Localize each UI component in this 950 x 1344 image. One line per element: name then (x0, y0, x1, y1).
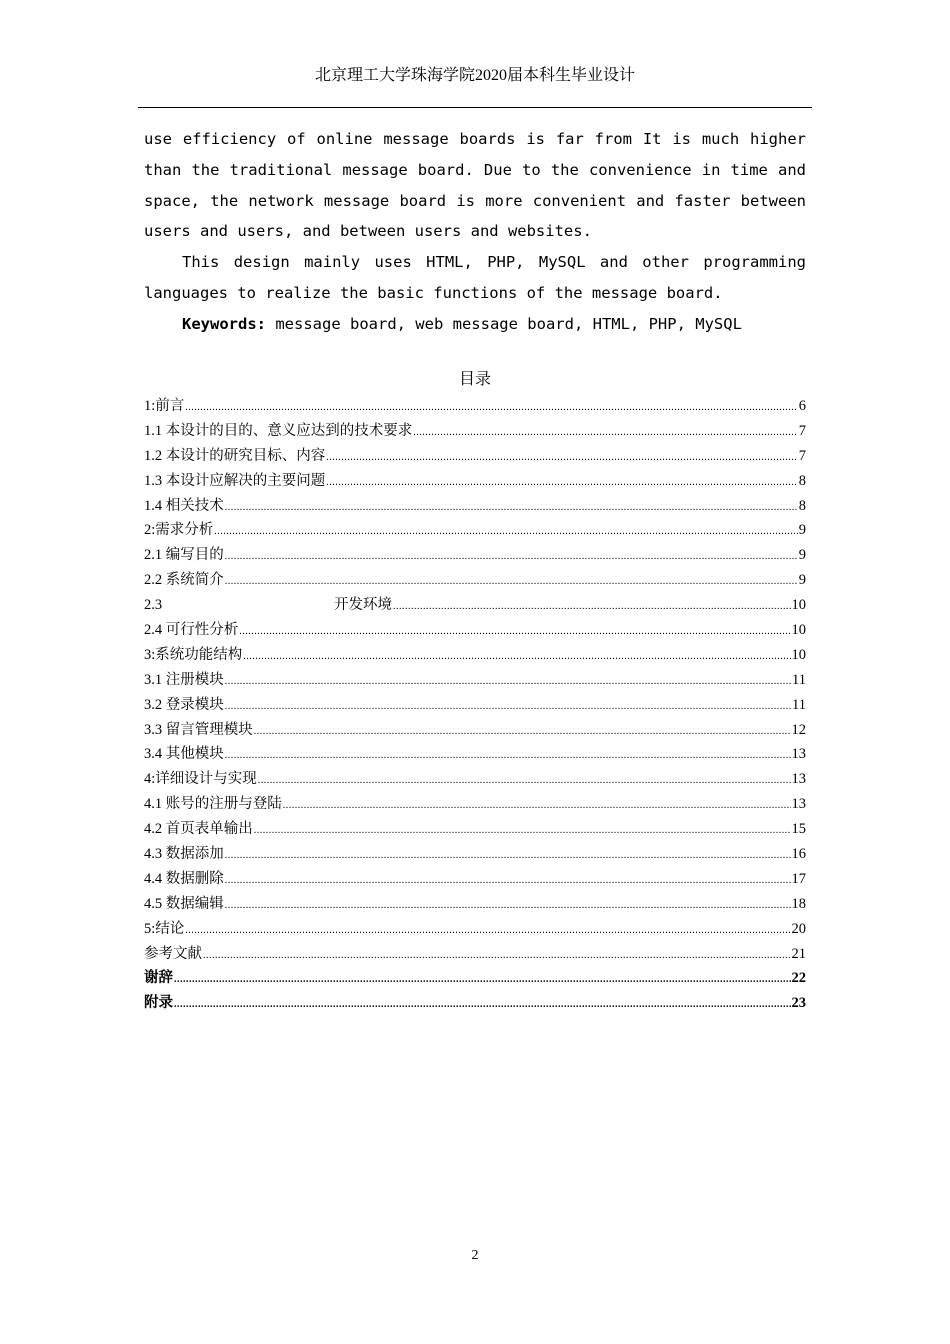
toc-entry-page: 10 (791, 646, 806, 663)
toc-entry-label: 3.4 其他模块 (144, 746, 224, 763)
running-header: 北京理工大学珠海学院2020届本科生毕业设计 (314, 67, 635, 84)
toc-leader (254, 720, 791, 745)
toc-entry-label: 2.1 编写目的 (144, 547, 224, 564)
keywords-line (144, 309, 806, 340)
toc-leader (174, 968, 791, 993)
toc-entry-page: 16 (791, 846, 806, 863)
toc-entry-page: 13 (791, 746, 806, 763)
toc-entry[interactable] (144, 394, 806, 419)
toc-leader (258, 769, 791, 794)
toc-entry-number: 2.3 (144, 597, 163, 614)
toc-title: 目录 (458, 371, 491, 388)
toc-leader (225, 844, 791, 869)
toc-entry[interactable] (144, 792, 806, 817)
toc-entry[interactable] (144, 668, 806, 693)
toc-entry-label: 附录 (144, 995, 173, 1012)
toc-leader (225, 496, 798, 521)
toc-entry-label: 2.4 可行性分析 (144, 622, 239, 639)
toc-leader (413, 421, 798, 446)
toc-leader (174, 993, 791, 1018)
toc-entry-page: 7 (798, 422, 806, 439)
toc-entry-page: 18 (791, 895, 806, 912)
toc-leader (254, 819, 791, 844)
toc-entry-page: 21 (791, 945, 806, 962)
table-of-contents (144, 394, 806, 1016)
toc-entry-label: 1.3 本设计应解决的主要问题 (144, 472, 326, 489)
toc-entry-label: 3.2 登录模块 (144, 696, 224, 713)
toc-entry[interactable] (144, 568, 806, 593)
toc-entry-page: 8 (798, 497, 806, 514)
toc-entry-page: 17 (791, 870, 806, 887)
toc-leader (225, 545, 798, 570)
toc-entry[interactable] (144, 942, 806, 967)
toc-entry-label: 4.4 数据删除 (144, 870, 224, 887)
toc-entry-label: 参考文献 (144, 945, 202, 962)
keywords-text: message board, web message board, HTML, PHP, MySQL (266, 314, 742, 333)
keywords-label: Keywords: (182, 314, 266, 333)
toc-leader (185, 919, 790, 944)
toc-entry-page: 10 (791, 622, 806, 639)
toc-entry-label: 3:系统功能结构 (144, 646, 243, 663)
toc-entry-page: 6 (798, 398, 806, 414)
toc-entry[interactable] (144, 767, 806, 792)
page-number: 2 (471, 1248, 479, 1263)
toc-entry-label: 3.1 注册模块 (144, 671, 224, 688)
toc-entry-page: 13 (791, 796, 806, 813)
toc-entry-label: 1:前言 (144, 398, 185, 414)
toc-leader (225, 670, 791, 695)
toc-leader (326, 471, 798, 496)
toc-entry-label: 4:详细设计与实现 (144, 771, 257, 788)
toc-entry-page: 15 (791, 821, 806, 838)
toc-entry[interactable] (144, 842, 806, 867)
toc-leader (243, 645, 790, 670)
toc-entry[interactable] (144, 892, 806, 917)
toc-entry-page: 22 (791, 970, 806, 987)
toc-entry[interactable] (144, 817, 806, 842)
toc-leader (214, 520, 797, 545)
toc-entry[interactable] (144, 618, 806, 643)
abstract-paragraph-2: This design mainly uses HTML, PHP, MySQL and other programming languages to realize the basic functions of the message board. (144, 253, 806, 302)
toc-leader (203, 944, 791, 969)
toc-leader (225, 744, 791, 769)
toc-entry[interactable] (144, 742, 806, 767)
abstract-paragraph-1: use efficiency of online message boards is far from It is much higher than the traditional message board. Due to the convenience in time and space, the network message board is more convenient and faster between users and users, and between users and websites. (144, 130, 806, 241)
toc-entry-page: 13 (791, 771, 806, 788)
toc-entry-page: 23 (791, 995, 806, 1012)
toc-entry[interactable] (144, 543, 806, 568)
toc-entry[interactable] (144, 718, 806, 743)
toc-entry-page: 9 (798, 547, 806, 564)
toc-leader (225, 869, 791, 894)
toc-entry-label: 2:需求分析 (144, 522, 214, 539)
toc-entry-page: 20 (791, 920, 806, 937)
toc-entry[interactable] (144, 469, 806, 494)
toc-entry-label: 4.3 数据添加 (144, 846, 224, 863)
toc-entry-label: 开发环境 (334, 597, 392, 614)
toc-entry-page: 9 (798, 522, 806, 539)
toc-entry-label: 4.2 首页表单输出 (144, 821, 253, 838)
toc-entry-label: 1.1 本设计的目的、意义应达到的技术要求 (144, 422, 413, 439)
toc-entry[interactable] (144, 444, 806, 469)
toc-entry-page: 10 (791, 597, 806, 614)
toc-entry-page: 12 (791, 721, 806, 738)
toc-entry[interactable] (144, 867, 806, 892)
toc-entry[interactable] (144, 917, 806, 942)
toc-entry-label: 4.1 账号的注册与登陆 (144, 796, 282, 813)
toc-entry-page: 9 (798, 572, 806, 589)
abstract-section (144, 124, 806, 340)
toc-leader (393, 595, 791, 620)
toc-entry-label: 2.2 系统简介 (144, 572, 224, 589)
toc-entry-label: 谢辞 (144, 970, 173, 987)
toc-leader (225, 894, 791, 919)
toc-entry-page: 8 (798, 472, 806, 489)
toc-leader (239, 620, 790, 645)
toc-entry[interactable] (144, 494, 806, 519)
header-rule (138, 107, 812, 108)
toc-entry-page: 7 (798, 447, 806, 464)
toc-leader (225, 695, 791, 720)
toc-entry-page: 11 (792, 671, 806, 688)
toc-entry[interactable] (144, 693, 806, 718)
toc-entry[interactable] (144, 643, 806, 668)
toc-leader (185, 396, 797, 421)
toc-entry[interactable] (144, 419, 806, 444)
toc-entry[interactable] (144, 518, 806, 543)
toc-entry-page: 11 (792, 696, 806, 713)
toc-entry-label: 4.5 数据编辑 (144, 895, 224, 912)
toc-leader (326, 446, 798, 471)
toc-entry-label: 5:结论 (144, 920, 185, 937)
toc-leader (225, 570, 798, 595)
toc-entry-label: 1.4 相关技术 (144, 497, 224, 514)
toc-entry[interactable] (144, 991, 806, 1016)
toc-entry-label: 3.3 留言管理模块 (144, 721, 253, 738)
toc-leader (283, 794, 791, 819)
toc-entry[interactable] (144, 966, 806, 991)
toc-entry-label: 1.2 本设计的研究目标、内容 (144, 447, 326, 464)
toc-entry[interactable] (144, 593, 806, 618)
